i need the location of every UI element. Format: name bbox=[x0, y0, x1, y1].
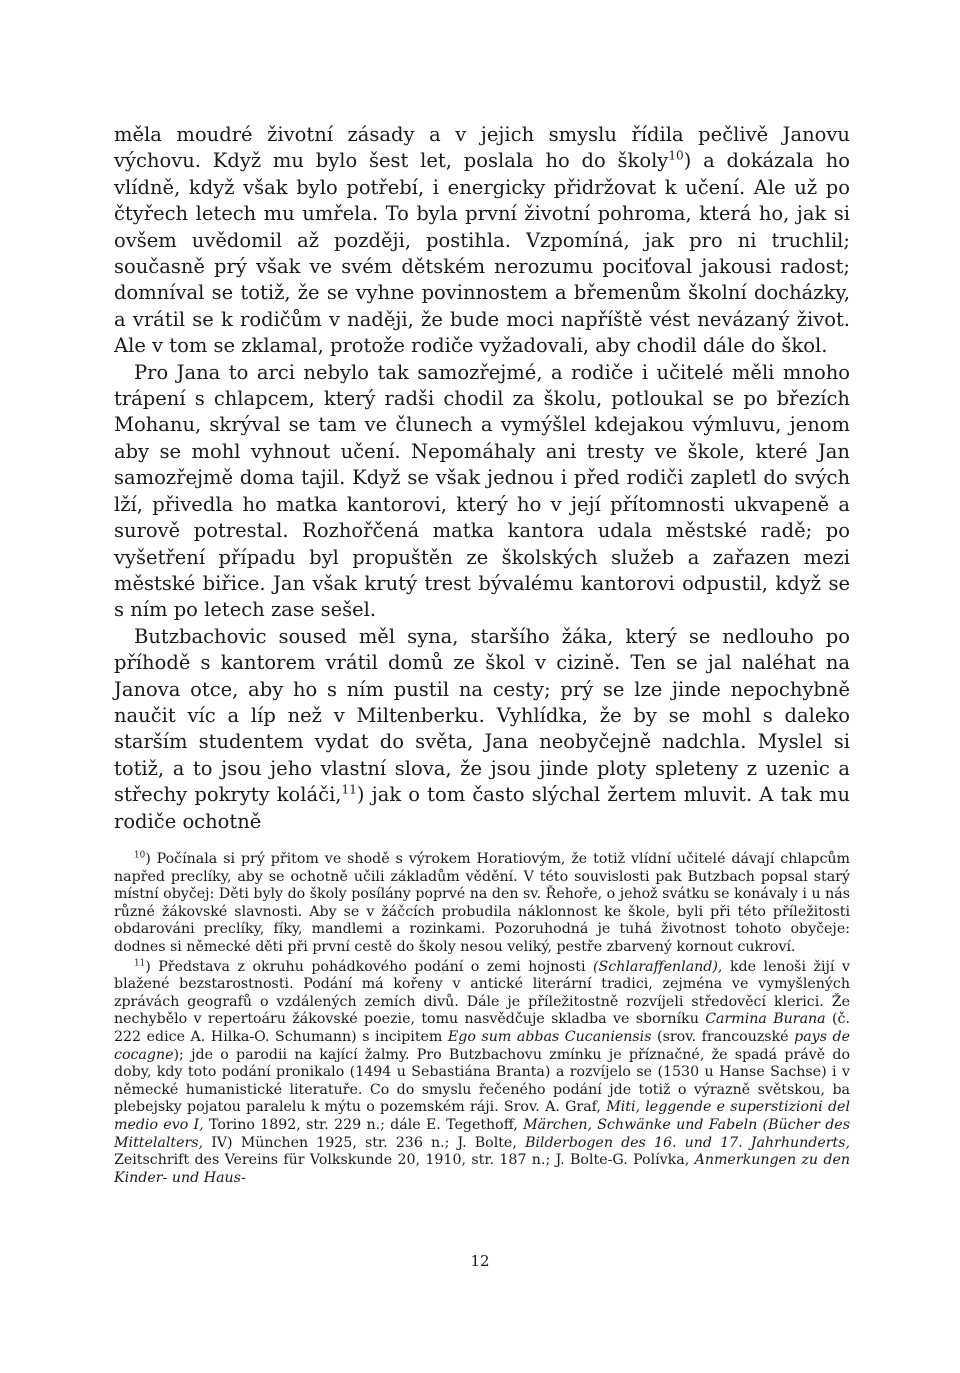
paragraph-2: Pro Jana to arci nebylo tak samozřejmé, a rodiče i učitelé měli mnoho trápení s chlapcem, který radši chodil za školu, potloukal se po březích Mohanu, skrýval se tam ve člunech a vymýšlel kdejakou výmluvu, jenom aby se mohl vyhnout učení. Nepomáhaly ani tresty ve škole, které Jan samozřejmě doma tajil. Když se však jednou i před rodiči zapletl do svých lží, přivedla ho matka kantorovi, který ho v její přítomnosti ukvapeně a surově potrestal. Rozhořčená matka kantora udala městské radě; po vyšetření případu byl propuštěn ze školských služeb a zařazen mezi městské biřice. Jan však krutý trest bývalému kantorovi odpustil, když se s ním po letech zase sešel. bbox=[114, 360, 850, 622]
paragraph-1: měla moudré životní zásady a v jejich smyslu řídila pečlivě Janovu výchovu. Když mu bylo šest let, poslala ho do školy$^{10}$) a dokázala ho vlídně, když však bylo potřebí, i energicky přidržovat k učení. Ale už po čtyřech letech mu umřela. To byla první životní pohroma, která ho, jak si ovšem uvědomil až později, postihla. Vzpomíná, jak pro ni truchlil; současně prý však ve svém dětském nerozumu pociťoval jakousi radost; domníval se totiž, že se vyhne povinnostem a břemenům školní docházky, a vrátil se k rodičům v naději, že bude moci napříště vést nevázaný život. Ale v tom se zklamal, protože rodiče vyžadovali, aby chodil dále do škol. bbox=[114, 123, 850, 358]
paragraph-3: Butzbachovic soused měl syna, staršího žáka, který se nedlouho po příhodě s kantorem vrátil domů ze škol v cizině. Ten se jal naléhat na Janova otce, aby ho s ním pustil na cesty; prý se lze jinde nepochybně naučit víc a líp než v Miltenberku. Vyhlídka, že by se mohl s daleko starším studentem vydat do světa, Jana neobyčejně nadchla. Myslel si totiž, a to jsou jeho vlastní slova, že jsou jinde ploty spleteny z uzenic a střechy pokryty koláči,$^{11}$) jak o tom často slýchal žertem mluvit. A tak mu rodiče ochotně bbox=[114, 624, 851, 833]
footnote-ref-10[interactable]: 10 bbox=[668, 148, 684, 163]
footnote-10: $^{10}$) Počínala si prý přitom ve shodě s výrokem Horatiovým, že totiž vlídní učitelé dávají chlapcům napřed preclíky, aby se ochotně učili základům vědění. V této souvislosti pak Butzbach popsal starý místní obyčej: Děti byly do školy posílány poprvé na den sv. Řehoře, o jehož svátku se konávaly i u nás různé žákovské slavnosti. Aby se v žáčcích probudila náklonnost ke škole, byli při této příležitosti obdarováni preclíky, fíky, mandlemi a rozinkami. Pozoruhodná je tuhá životnost tohoto obyčeje: dodnes si německé děti při první cestě do školy nesou veliký, pestře zbarvený kornout cukroví. bbox=[114, 850, 850, 955]
page-number: 12 bbox=[470, 1252, 490, 1270]
main-text bbox=[114, 122, 850, 835]
footnotes bbox=[114, 851, 850, 1187]
footnote-11: $^{11}$) Představa z okruhu pohádkového podání o zemi hojnosti (Schlaraffenland), kde lenoši žijí v blažené bezstarostnosti. Podání má kořeny v antické literární tradici, zejména ve vymyšlených zprávách geografů o vzdálených zemích divů. Dále je příležitostně rozvíjeli středověcí klerici. Že nechybělo v repertoáru žákovské poezie, tomu nasvědčuje skladba ve sborníku Carmina Burana (č. 222 edice A. Hilka-O. Schumann) s incipitem Ego sum abbas Cucaniensis (srov. francouzské pays de cocagne); jde o parodii na kající žalmy. Pro Butzbachovu zmínku je příznačné, že spadá právě do doby, kdy toto podání pronikalo (1494 u Sebastiána Branta) a rozvíjelo se (1530 u Hanse Sachse) i v německé humanistické literatuře. Co do smyslu řečeného podání jde totiž o výrazně světskou, ba plebejsky pojatou paralelu k mýtu o pozemském ráji. Srov. A. Graf, Miti, leggende e superstizioni del medio evo I, Torino 1892, str. 229 n.; dále E. Tegethoff, Märchen, Schwänke und Fabeln (Bücher des Mittelalters, IV) München 1925, str. 236 n.; J. Bolte, Bilderbogen des 16. und 17. Jahrhunderts, Zeitschrift des Vereins für Volkskunde 20, 1910, str. 187 n.; J. Bolte-G. Polívka, Anmerkungen zu den Kinder- und Haus- bbox=[114, 957, 851, 1186]
footnote-number: 11 bbox=[134, 957, 146, 968]
footnote-ref-11[interactable]: 11 bbox=[341, 782, 357, 797]
footnote-number: 10 bbox=[134, 850, 146, 861]
